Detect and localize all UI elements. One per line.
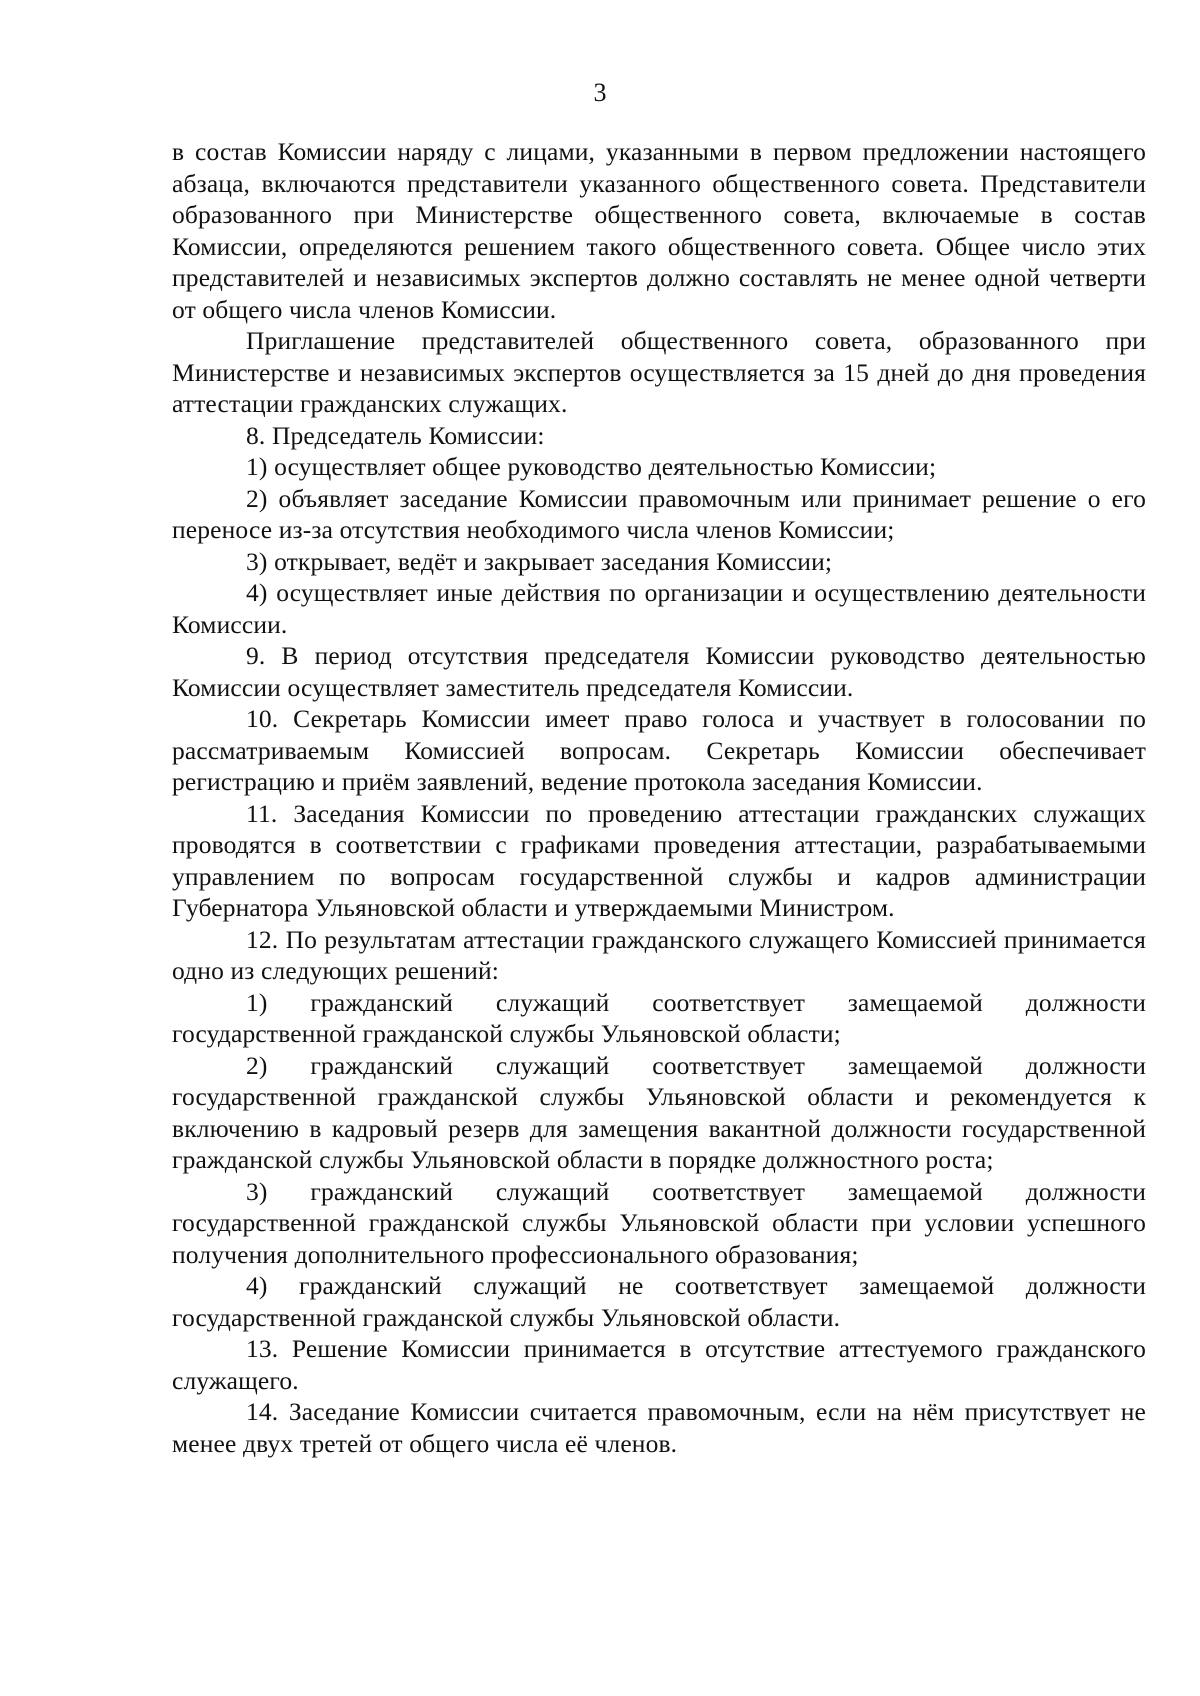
paragraph-12-heading: 12. По результатам аттестации гражданского служащего Комиссией принимается одно из следующих решений: xyxy=(172,924,1146,985)
paragraph-8-heading: 8. Председатель Комиссии: xyxy=(246,420,545,450)
paragraph-13: 13. Решение Комиссии принимается в отсутствие аттестуемого гражданского служащего. xyxy=(172,1334,1146,1395)
paragraph-12-item-3: 3) гражданский служащий соответствует замещаемой должности государственной гражданской службы Ульяновской области при условии успешного получения дополнительного профессионального образования; xyxy=(172,1176,1146,1269)
document-body xyxy=(172,136,1146,1459)
page-number: 3 xyxy=(593,78,607,107)
paragraph-10: 10. Секретарь Комиссии имеет право голоса и участвует в голосовании по рассматриваемым Комиссией вопросам. Секретарь Комиссии обеспечивает регистрацию и приём заявлений, ведение протокола заседания Комиссии. xyxy=(172,704,1146,796)
paragraph-8-item-1: 1) осуществляет общее руководство деятельностью Комиссии; xyxy=(246,452,937,481)
paragraph-14: 14. Заседание Комиссии считается правомочным, если на нём присутствует не менее двух третей от общего числа её членов. xyxy=(172,1397,1146,1458)
paragraph-continuation: в состав Комиссии наряду с лицами, указанными в первом предложении настоящего абзаца, включаются представители указанного общественного совета. Представители образованного при Министерстве общественного совета, включаемые в состав Комиссии, определяются решением такого общественного совета. Общее число этих представителей и независимых экспертов должно составлять не менее одной четверти от общего числа членов Комиссии. xyxy=(172,137,1146,324)
paragraph-8-item-3: 3) открывает, ведёт и закрывает заседания Комиссии; xyxy=(246,546,833,576)
paragraph-11: 11. Заседания Комиссии по проведению аттестации гражданских служащих проводятся в соответствии с графиками проведения аттестации, разрабатываемыми управлением по вопросам государственной службы и кадров администрации Губернатора Ульяновской области и утверждаемыми Министром. xyxy=(172,798,1146,922)
paragraph-8-item-4: 4) осуществляет иные действия по организации и осуществлению деятельности Комиссии. xyxy=(172,578,1146,639)
paragraph-8-item-2: 2) объявляет заседание Комиссии правомочным или принимает решение о его переносе из-за отсутствия необходимого числа членов Комиссии; xyxy=(172,483,1146,544)
paragraph-12-item-1: 1) гражданский служащий соответствует замещаемой должности государственной гражданской службы Ульяновской области; xyxy=(172,987,1146,1048)
paragraph-12-item-2: 2) гражданский служащий соответствует замещаемой должности государственной гражданской службы Ульяновской области и рекомендуется к включению в кадровый резерв для замещения вакантной должности государственной гражданской службы Ульяновской области в порядке должностного роста; xyxy=(172,1050,1146,1174)
paragraph-9: 9. В период отсутствия председателя Комиссии руководство деятельностью Комиссии осуществляет заместитель председателя Комиссии. xyxy=(172,641,1146,702)
paragraph-12-item-4: 4) гражданский служащий не соответствует замещаемой должности государственной гражданской службы Ульяновской области. xyxy=(172,1271,1146,1332)
paragraph-invitation: Приглашение представителей общественного совета, образованного при Министерстве и независимых экспертов осуществляется за 15 дней до дня проведения аттестации гражданских служащих. xyxy=(172,326,1146,418)
